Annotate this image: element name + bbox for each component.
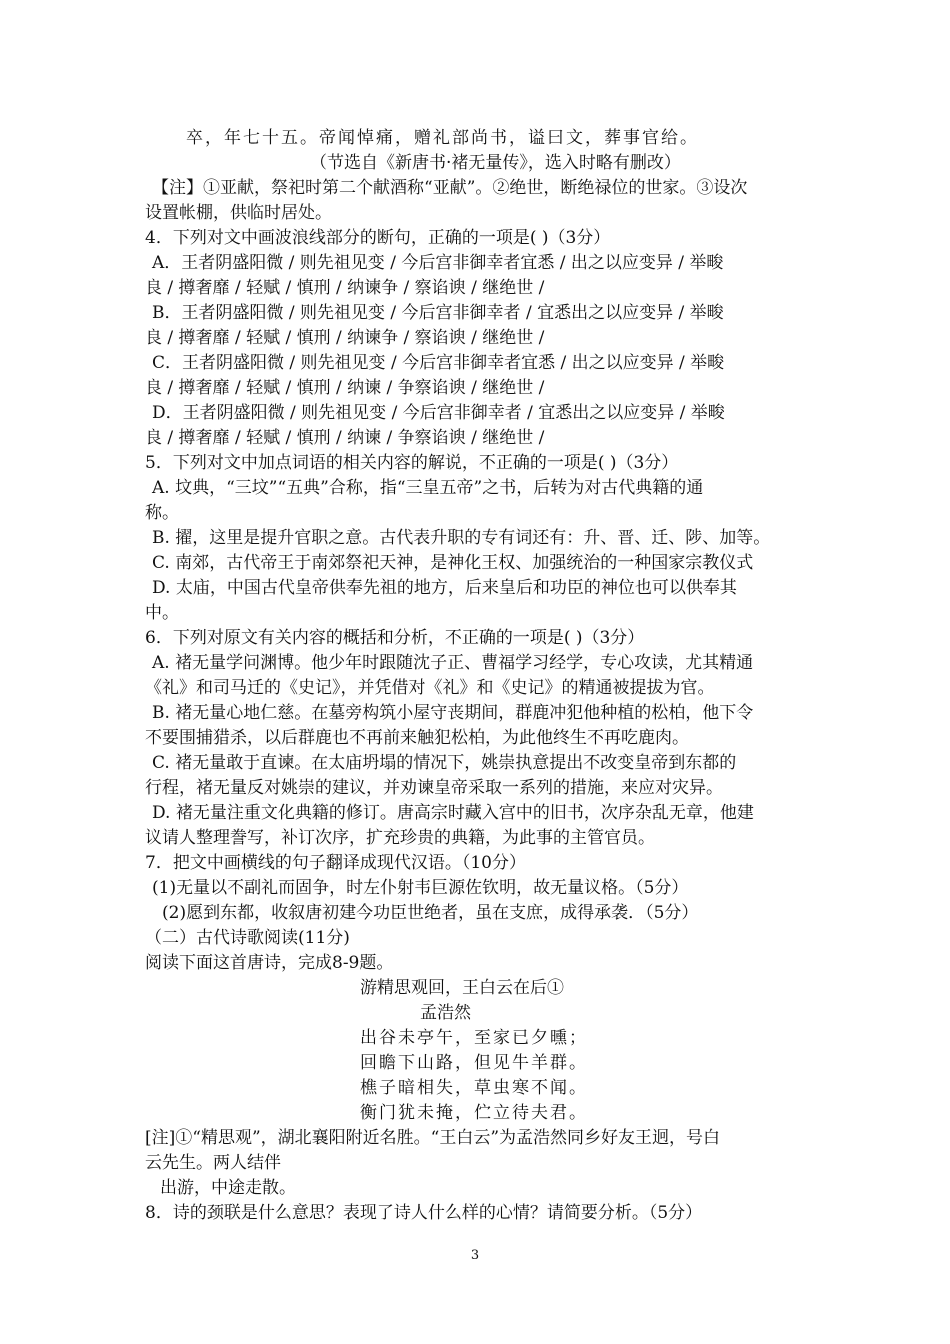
passage-source: （节选自《新唐书·褚无量传》，选入时略有删改） xyxy=(310,153,681,173)
poem-note-line3: 出游，中途走散。 xyxy=(160,1178,296,1198)
poem-line-4: 衡门犹未掩，伫立待夫君。 xyxy=(360,1103,588,1123)
poem-line-1: 出谷未亭午，至家已夕曛； xyxy=(360,1028,588,1048)
q5-option-d-line2: 中。 xyxy=(145,603,179,623)
q4-option-c-line2: 良 / 撙奢靡 / 轻赋 / 慎刑 / 纳谏 / 争察谄谀 / 继绝世 / xyxy=(145,378,545,398)
q4-option-d-line2: 良 / 撙奢靡 / 轻赋 / 慎刑 / 纳谏 / 争察谄谀 / 继绝世 / xyxy=(145,428,545,448)
q6-option-d-line1: D. 褚无量注重文化典籍的修订。唐高宗时藏入宫中的旧书，次序杂乱无章，他建 xyxy=(152,803,754,823)
passage-note-line1: 【注】①亚献，祭祀时第二个献酒称“亚献”。②绝世，断绝禄位的世家。③设次 xyxy=(152,178,748,198)
q6-option-b-line2: 不要围捕猎杀，以后群鹿也不再前来触犯松柏，为此他终生不再吃鹿肉。 xyxy=(145,728,689,748)
q4-option-b-line1: B．王者阴盛阳微 / 则先祖见变 / 今后宫非御幸者 / 宜悉出之以应变异 / 举畯 xyxy=(152,303,724,323)
page-number: 3 xyxy=(470,1248,480,1263)
question-8-stem: 8．诗的颈联是什么意思？表现了诗人什么样的心情？请简要分析。（5分） xyxy=(145,1203,703,1223)
q6-option-a-line2: 《礼》和司马迁的《史记》，并凭借对《礼》和《史记》的精通被提拔为官。 xyxy=(145,678,715,698)
section-2-instruction: 阅读下面这首唐诗，完成8-9题。 xyxy=(145,953,394,973)
poem-note-line2: 云先生。两人结伴 xyxy=(145,1153,281,1173)
poem-line-3: 樵子暗相失，草虫寒不闻。 xyxy=(360,1078,588,1098)
q4-option-a-line1: A．王者阴盛阳微 / 则先祖见变 / 今后宫非御幸者宜悉 / 出之以应变异 / 举畯 xyxy=(152,253,724,273)
passage-ending-line: 卒，年七十五。帝闻悼痛，赠礼部尚书，谥曰文，葬事官给。 xyxy=(186,128,699,148)
q6-option-b-line1: B. 褚无量心地仁慈。在墓旁构筑小屋守丧期间，群鹿冲犯他种植的松柏，他下令 xyxy=(152,703,754,723)
q6-option-c-line2: 行程，褚无量反对姚崇的建议，并劝谏皇帝采取一系列的措施，来应对灾异。 xyxy=(145,778,723,798)
poem-title: 游精思观回，王白云在后① xyxy=(360,978,564,998)
q5-option-a-line2: 称。 xyxy=(145,503,179,523)
question-7-stem: 7．把文中画横线的句子翻译成现代汉语。（10分） xyxy=(145,853,526,873)
q7-sentence-2: (2)愿到东都，收叙唐初建今功臣世绝者，虽在支庶，成得承袭．（5分） xyxy=(162,903,699,923)
q4-option-d-line1: D．王者阴盛阳微 / 则先祖见变 / 今后宫非御幸者 / 宜悉出之以应变异 / 举畯 xyxy=(152,403,725,423)
q6-option-d-line2: 议请人整理誊写，补订次序，扩充珍贵的典籍，为此事的主管官员。 xyxy=(145,828,655,848)
q5-option-b-line1: B. 擢，这里是提升官职之意。古代表升职的专有词还有：升、晋、迁、陟、加等。 xyxy=(152,528,771,548)
q5-option-c-line1: C. 南郊，古代帝王于南郊祭祀天神，是神化王权、加强统治的一种国家宗教仪式 xyxy=(152,553,754,573)
passage-note-line2: 设置帐棚，供临时居处。 xyxy=(145,203,332,223)
q5-option-a-line1: A. 坟典，“三坟”“五典”合称，指“三皇五帝”之书，后转为对古代典籍的通 xyxy=(152,478,704,498)
q6-option-c-line1: C. 褚无量敢于直谏。在太庙坍塌的情况下，姚崇执意提出不改变皇帝到东都的 xyxy=(152,753,737,773)
question-5-stem: 5．下列对文中加点词语的相关内容的解说，不正确的一项是( )（3分） xyxy=(145,453,679,473)
q7-sentence-1: (1)无量以不副礼而固争，时左仆射韦巨源佐钦明，故无量议格。（5分） xyxy=(152,878,689,898)
section-2-heading: （二）古代诗歌阅读(11分) xyxy=(145,928,350,948)
question-4-stem: 4．下列对文中画波浪线部分的断句，正确的一项是( )（3分） xyxy=(145,228,611,248)
poem-author: 孟浩然 xyxy=(420,1003,471,1023)
q6-option-a-line1: A. 褚无量学问渊博。他少年时跟随沈子正、曹福学习经学，专心攻读，尤其精通 xyxy=(152,653,754,673)
question-6-stem: 6．下列对原文有关内容的概括和分析，不正确的一项是( )（3分） xyxy=(145,628,645,648)
q4-option-a-line2: 良 / 撙奢靡 / 轻赋 / 慎刑 / 纳谏争 / 察谄谀 / 继绝世 / xyxy=(145,278,545,298)
q5-option-d-line1: D. 太庙，中国古代皇帝供奉先祖的地方，后来皇后和功臣的神位也可以供奉其 xyxy=(152,578,737,598)
poem-line-2: 回瞻下山路，但见牛羊群。 xyxy=(360,1053,588,1073)
poem-note-line1: [注]①“精思观”，湖北襄阳附近名胜。“王白云”为孟浩然同乡好友王迥，号白 xyxy=(145,1128,721,1148)
q4-option-c-line1: C．王者阴盛阳微 / 则先祖见变 / 今后宫非御幸者宜悉 / 出之以应变异 / 举畯 xyxy=(152,353,725,373)
q4-option-b-line2: 良 / 撙奢靡 / 轻赋 / 慎刑 / 纳谏争 / 察谄谀 / 继绝世 / xyxy=(145,328,545,348)
